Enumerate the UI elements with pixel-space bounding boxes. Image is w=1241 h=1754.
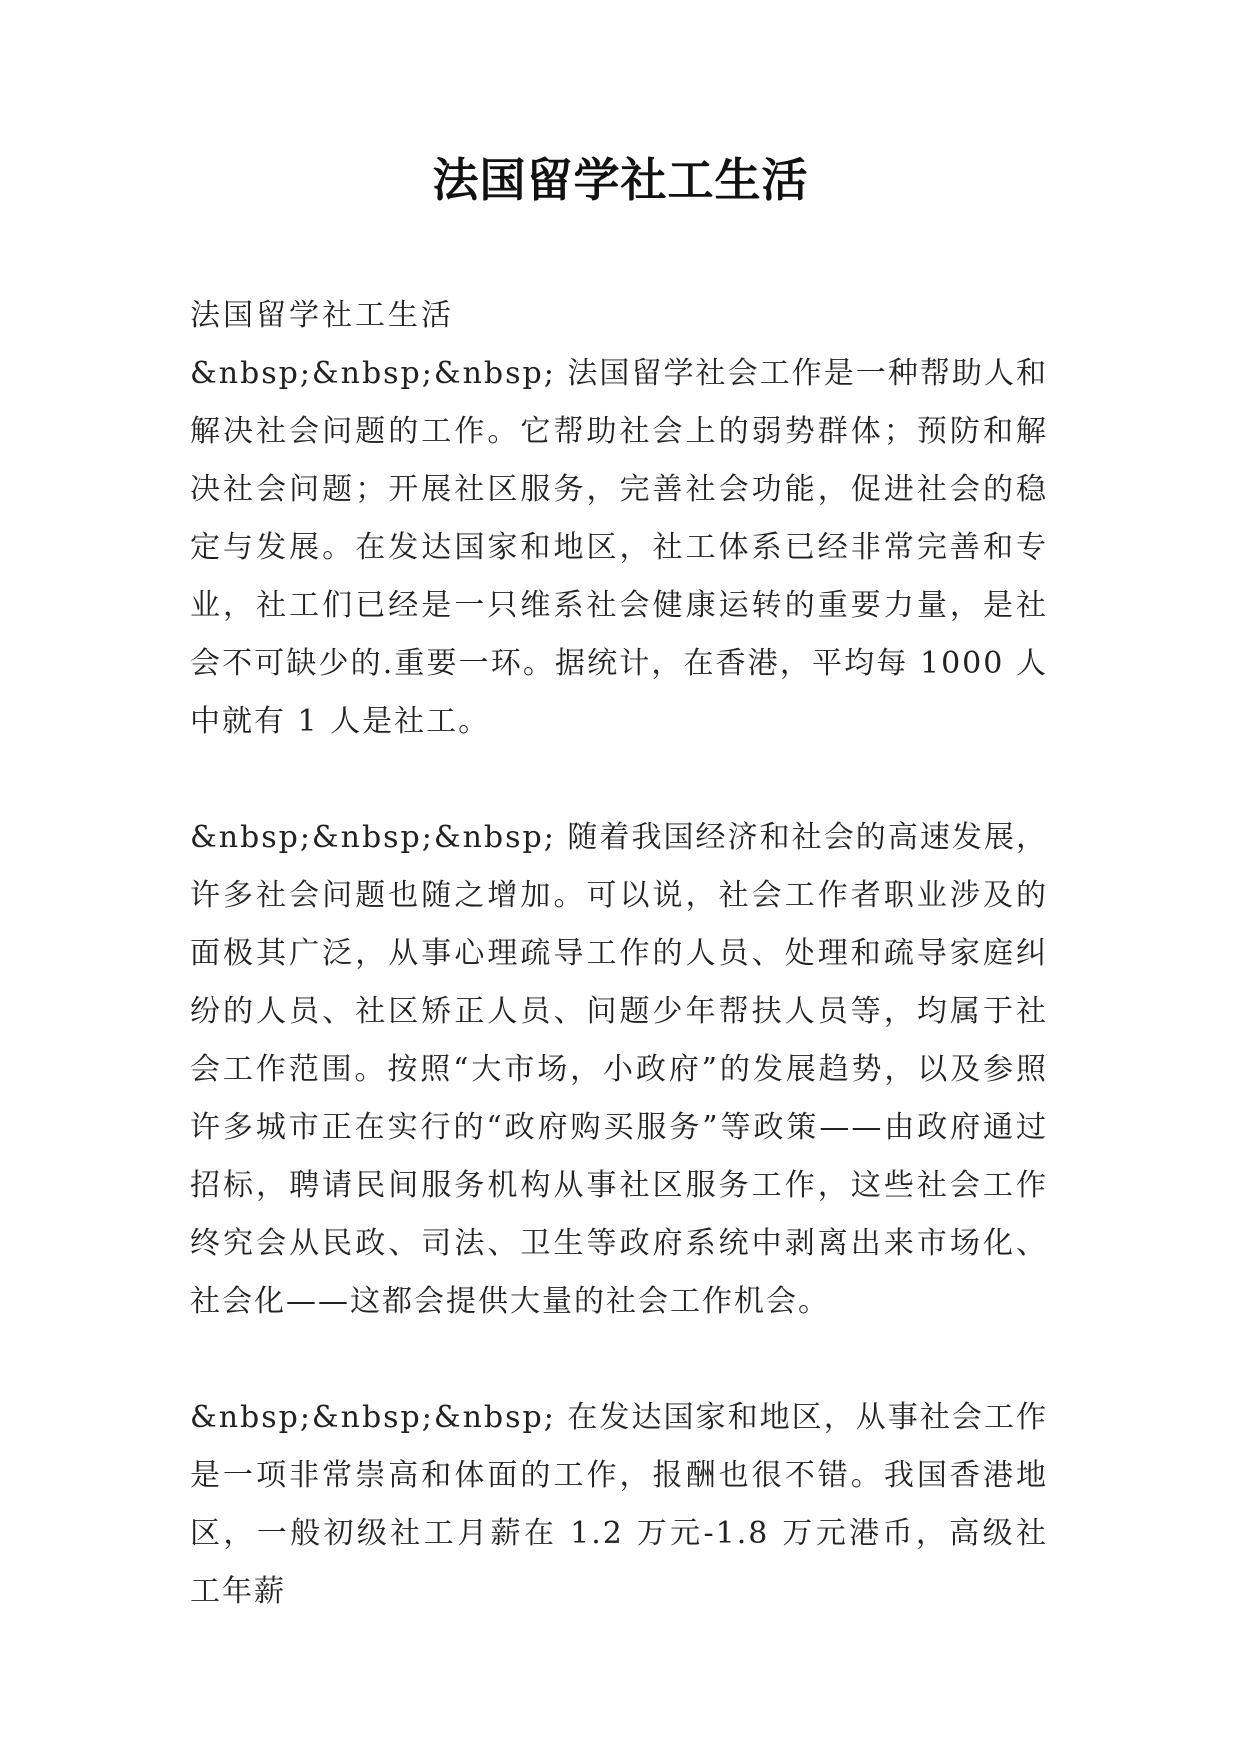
paragraph: &nbsp;&nbsp;&nbsp; 法国留学社会工作是一种帮助人和解决社会问题的工作。它帮助社会上的弱势群体；预防和解决社会问题；开展社区服务，完善社会功能，促进社会的稳定与发展。在发达国家和地区，社工体系已经非常完善和专业，社工们已经是一只维系社会健康运转的重要力量，是社会不可缺少的.重要一环。据统计，在香港，平均每 1000 人中就有 1 人是社工。 (190, 356, 1048, 739)
paragraph: &nbsp;&nbsp;&nbsp; 在发达国家和地区，从事社会工作是一项非常崇高和体面的工作，报酬也很不错。我国香港地区，一般初级社工月薪在 1.2 万元-1.8 万元港币，高级社工年薪 (190, 1400, 1048, 1609)
document-subtitle: 法国留学社工生活 (190, 298, 454, 333)
document-body (190, 287, 1048, 1621)
document-title: 法国留学社工生活 (432, 153, 809, 207)
paragraph: &nbsp;&nbsp;&nbsp; 随着我国经济和社会的高速发展，许多社会问题也随之增加。可以说，社会工作者职业涉及的面极其广泛，从事心理疏导工作的人员、处理和疏导家庭纠纷的人员、社区矫正人员、问题少年帮扶人员等，均属于社会工作范围。按照“大市场，小政府”的发展趋势，以及参照许多城市正在实行的“政府购买服务”等政策——由政府通过招标，聘请民间服务机构从事社区服务工作，这些社会工作终究会从民政、司法、卫生等政府系统中剥离出来市场化、社会化——这都会提供大量的社会工作机会。 (190, 820, 1048, 1319)
